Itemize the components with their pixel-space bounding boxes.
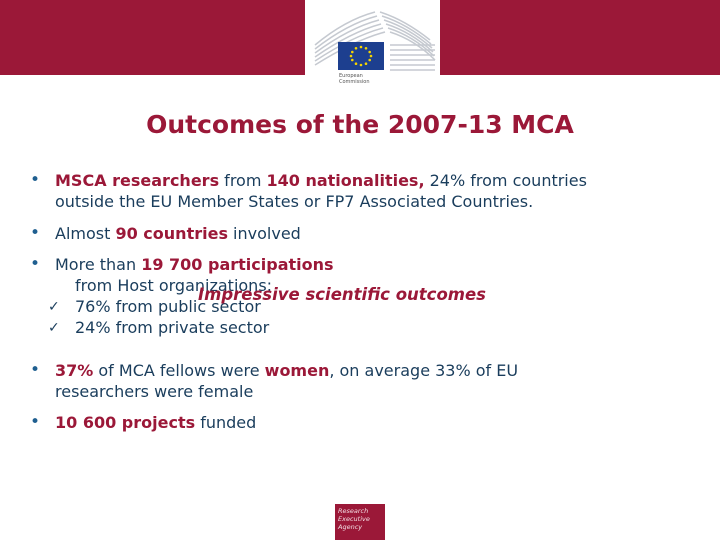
highlight-text: 10 600 projects: [55, 413, 196, 432]
highlight-text: 19 700 participations: [141, 255, 334, 274]
rea-line-1: Research: [338, 507, 369, 515]
logo-line-1: European: [339, 73, 363, 79]
bullet-icon: •: [30, 254, 41, 274]
bullet-countries: [55, 223, 695, 244]
check-icon: ✓: [48, 299, 60, 315]
body-text: Almost: [55, 224, 116, 243]
body-text: 24% from countries: [424, 171, 587, 190]
bullet-projects: [55, 412, 695, 433]
page-title: Outcomes of the 2007-13 MCA: [146, 110, 574, 139]
logo-line-2: Commission: [339, 79, 370, 85]
sub-line-private-sector: 24% from private sector: [75, 318, 270, 337]
bullet-icon: •: [30, 412, 41, 432]
highlight-text: 90 countries: [115, 224, 228, 243]
body-text: from: [219, 171, 267, 190]
bullet-nationalities: [55, 170, 695, 212]
bullet-icon: •: [30, 223, 41, 243]
highlight-text: 37%: [55, 361, 94, 380]
overlay-heading: Impressive scientific outcomes: [198, 285, 487, 304]
rea-line-2: Executive: [338, 515, 370, 523]
body-text: of MCA fellows were: [93, 361, 265, 380]
bullet-women: [55, 360, 695, 402]
sub-line-public-sector: 76% from public sector: [75, 297, 261, 316]
highlight-text: women: [264, 361, 330, 380]
body-text: More than: [55, 255, 142, 274]
bullet-participations: [55, 254, 695, 275]
highlight-text: MSCA researchers: [55, 171, 220, 190]
check-icon: ✓: [48, 320, 60, 336]
bullet-icon: •: [30, 170, 41, 190]
body-text: , on average 33% of EU: [329, 361, 519, 380]
body-text: funded: [195, 413, 257, 432]
rea-logo: [335, 504, 385, 540]
body-text: outside the EU Member States or FP7 Associated Countries.: [55, 192, 534, 211]
highlight-text: 140 nationalities,: [266, 171, 425, 190]
bullet-icon: •: [30, 360, 41, 380]
commission-building-icon: [305, 0, 440, 100]
sub-line-host-organizations: from Host organizations:: [75, 276, 273, 295]
body-text: researchers were female: [55, 382, 254, 401]
body-text: involved: [227, 224, 301, 243]
rea-line-3: Agency: [338, 523, 363, 531]
european-commission-logo: [305, 0, 440, 100]
